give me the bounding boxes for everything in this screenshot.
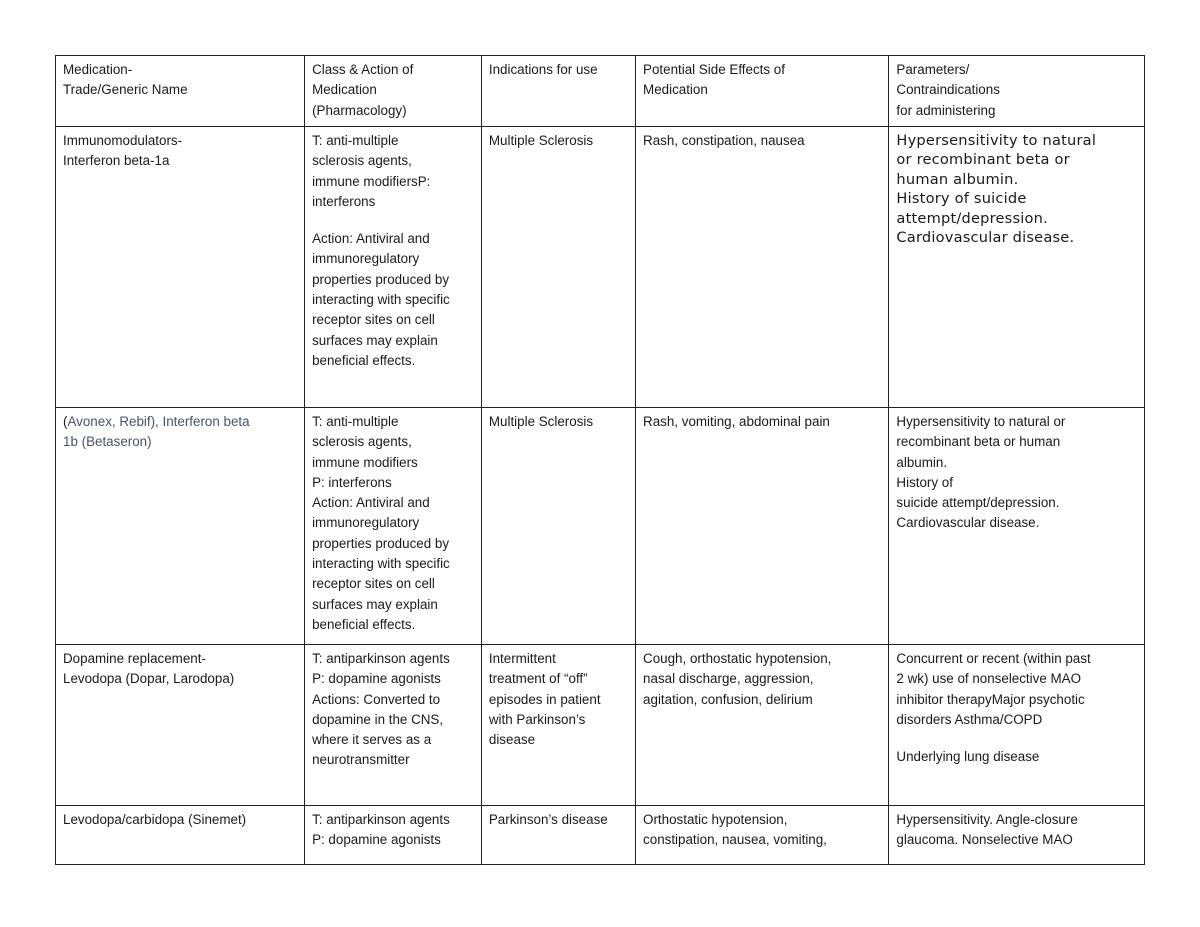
cell-class-action: T: anti-multiple sclerosis agents, immune modifiersP: interferons Action: Antiviral and immunoregulatory properties produced by interacting with specific receptor sites on cell surfaces may explain beneficial effects. <box>305 127 482 408</box>
medication-table <box>55 55 1145 865</box>
table-row <box>56 408 1145 645</box>
cell-contraindications: Hypersensitivity to natural or recombinant beta or human albumin. History of suicide attempt/depression. Cardiovascular disease. <box>889 408 1145 645</box>
cell-contraindications: Hypersensitivity to natural or recombinant beta or human albumin. History of suicide attempt/depression. Cardiovascular disease. <box>889 127 1145 408</box>
cell-medication-name: Levodopa/carbidopa (Sinemet) <box>56 806 305 865</box>
header-contraindications: Parameters/ Contraindications for administering <box>889 56 1145 127</box>
cell-class-action: T: antiparkinson agents P: dopamine agonists <box>305 806 482 865</box>
cell-medication-name: (Avonex, Rebif), Interferon beta 1b (Betaseron) <box>56 408 305 645</box>
cell-contraindications: Concurrent or recent (within past 2 wk) use of nonselective MAO inhibitor therapyMajor psychotic disorders Asthma/COPD Underlying lung disease <box>889 645 1145 806</box>
cell-medication-name: Dopamine replacement- Levodopa (Dopar, Larodopa) <box>56 645 305 806</box>
cell-side-effects: Rash, constipation, nausea <box>636 127 889 408</box>
header-side-effects: Potential Side Effects of Medication <box>636 56 889 127</box>
cell-indications: Multiple Sclerosis <box>481 127 635 408</box>
cell-class-action: T: anti-multiple sclerosis agents, immune modifiers P: interferons Action: Antiviral and immunoregulatory properties produced by interacting with specific receptor sites on cell surfaces may explain beneficial effects. <box>305 408 482 645</box>
cell-side-effects: Rash, vomiting, abdominal pain <box>636 408 889 645</box>
cell-indications: Intermittent treatment of “off” episodes in patient with Parkinson’s disease <box>481 645 635 806</box>
cell-side-effects: Orthostatic hypotension, constipation, nausea, vomiting, <box>636 806 889 865</box>
cell-indications: Multiple Sclerosis <box>481 408 635 645</box>
paragraph-gap <box>312 212 473 229</box>
table-row <box>56 806 1145 865</box>
cell-medication-name: Immunomodulators- Interferon beta-1a <box>56 127 305 408</box>
table-row <box>56 645 1145 806</box>
cell-side-effects: Cough, orthostatic hypotension, nasal discharge, aggression, agitation, confusion, delirium <box>636 645 889 806</box>
header-indications: Indications for use <box>481 56 635 127</box>
header-medication-name: Medication- Trade/Generic Name <box>56 56 305 127</box>
cell-contraindications: Hypersensitivity. Angle-closure glaucoma. Nonselective MAO <box>889 806 1145 865</box>
cell-indications: Parkinson’s disease <box>481 806 635 865</box>
table-header-row <box>56 56 1145 127</box>
header-class-action: Class & Action of Medication (Pharmacology) <box>305 56 482 127</box>
paragraph-gap <box>896 730 1136 747</box>
cell-class-action: T: antiparkinson agents P: dopamine agonists Actions: Converted to dopamine in the CNS, where it serves as a neurotransmitter <box>305 645 482 806</box>
table-row <box>56 127 1145 408</box>
